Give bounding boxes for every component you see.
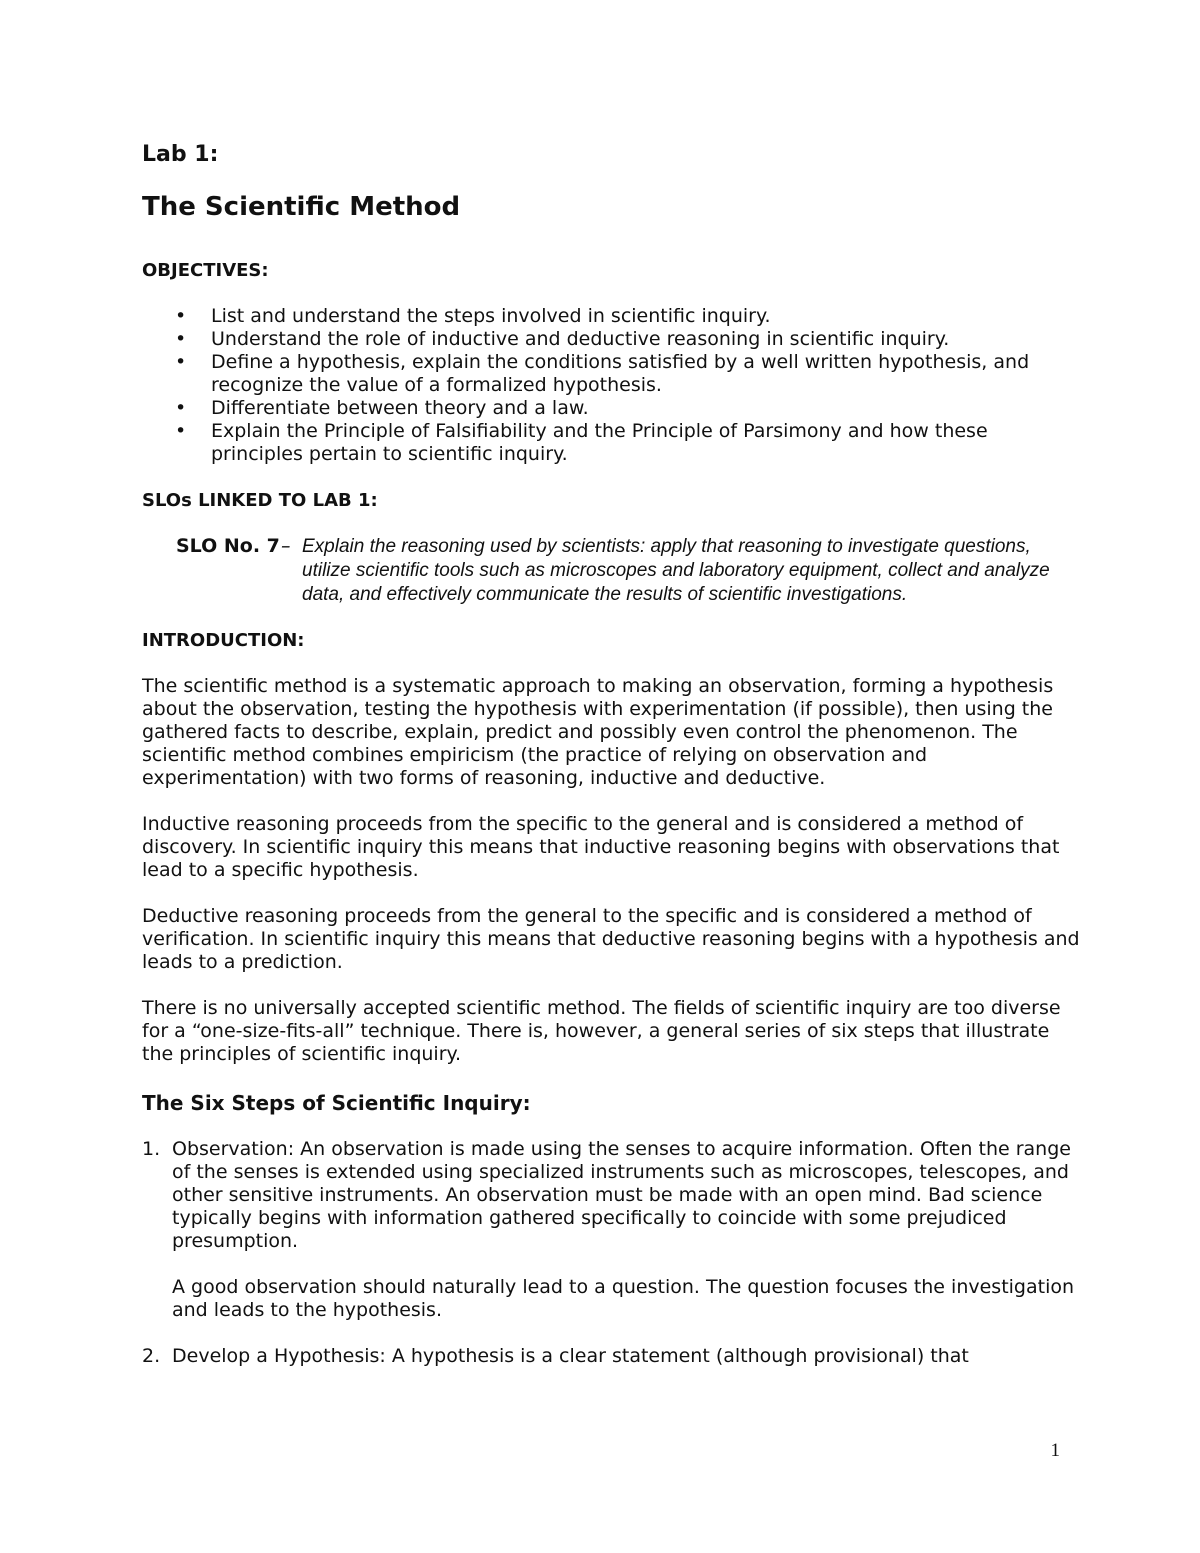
slo-description: Explain the reasoning used by scientists: apply that reasoning to investigate questions, utilize scientific tools such as microscopes and laboratory equipment, collect and analyze data, and effectively communicate the results of scientific investigations. (302, 536, 1050, 605)
step-text: Observation: An observation is made using the senses to acquire information. Often the range of the senses is extended using specialized instruments such as microscopes, telescopes, and other sensitive instruments. An observation must be made with an open mind. Bad science typically begins with information gathered specifically to coincide with some prejudiced presumption. (172, 1138, 1071, 1252)
objective-text: Differentiate between theory and a law. (211, 397, 589, 419)
six-steps-list (142, 1138, 1082, 1368)
bullet-icon: • (175, 397, 187, 419)
intro-paragraph: The scientific method is a systematic approach to making an observation, forming a hypothesis about the observation, testing the hypothesis with experimentation (if possible), then using the gathered facts to describe, explain, predict and possibly even control the phenomenon. The scientific method combines empiricism (the practice of relying on observation and experimentation) with two forms of reasoning, inductive and deductive. (142, 675, 1054, 789)
slo-label: SLO No. 7 (176, 535, 280, 557)
objective-item (142, 420, 1082, 466)
objective-item (142, 305, 1082, 328)
intro-paragraph: Deductive reasoning proceeds from the general to the specific and is considered a method of verification. In scientific inquiry this means that deductive reasoning begins with a hypothesis and leads to a prediction. (142, 905, 1080, 973)
objective-item (142, 328, 1082, 351)
lab-label: Lab 1: (142, 142, 219, 167)
bullet-icon: • (175, 420, 187, 442)
step-number: 2. (142, 1345, 161, 1367)
slos-heading: SLOs LINKED TO LAB 1: (142, 490, 378, 511)
objective-text: Understand the role of inductive and deductive reasoning in scientific inquiry. (211, 328, 950, 350)
intro-paragraph: There is no universally accepted scientific method. The fields of scientific inquiry are too diverse for a “one-size-fits-all” technique. There is, however, a general series of six steps that illustrate the principles of scientific inquiry. (142, 997, 1061, 1065)
step-subparagraph: A good observation should naturally lead to a question. The question focuses the investigation and leads to the hypothesis. (172, 1276, 1075, 1321)
objective-item (142, 397, 1082, 420)
objectives-list (142, 305, 1082, 466)
intro-paragraph: Inductive reasoning proceeds from the specific to the general and is considered a method of discovery. In scientific inquiry this means that inductive reasoning begins with observations that lead to a specific hypothesis. (142, 813, 1060, 881)
objective-text: Define a hypothesis, explain the conditions satisfied by a well written hypothesis, and recognize the value of a formalized hypothesis. (211, 351, 1030, 396)
objective-text: List and understand the steps involved in scientific inquiry. (211, 305, 771, 327)
objective-text: Explain the Principle of Falsifiability and the Principle of Parsimony and how these principles pertain to scientific inquiry. (211, 420, 988, 465)
slo-dash: – (281, 535, 291, 557)
introduction-heading: INTRODUCTION: (142, 630, 305, 651)
slo-entry (142, 535, 1082, 607)
step-item (142, 1138, 1082, 1322)
document-title: The Scientific Method (142, 192, 461, 222)
bullet-icon: • (175, 305, 187, 327)
step-number: 1. (142, 1138, 161, 1160)
document-page (142, 140, 1082, 1368)
bullet-icon: • (175, 328, 187, 350)
step-item (142, 1345, 1082, 1368)
objectives-heading: OBJECTIVES: (142, 260, 269, 281)
six-steps-heading: The Six Steps of Scientific Inquiry: (142, 1091, 531, 1115)
page-number: 1 (1050, 1440, 1060, 1461)
step-text: Develop a Hypothesis: A hypothesis is a clear statement (although provisional) that (172, 1345, 969, 1367)
objective-item (142, 351, 1082, 397)
bullet-icon: • (175, 351, 187, 373)
